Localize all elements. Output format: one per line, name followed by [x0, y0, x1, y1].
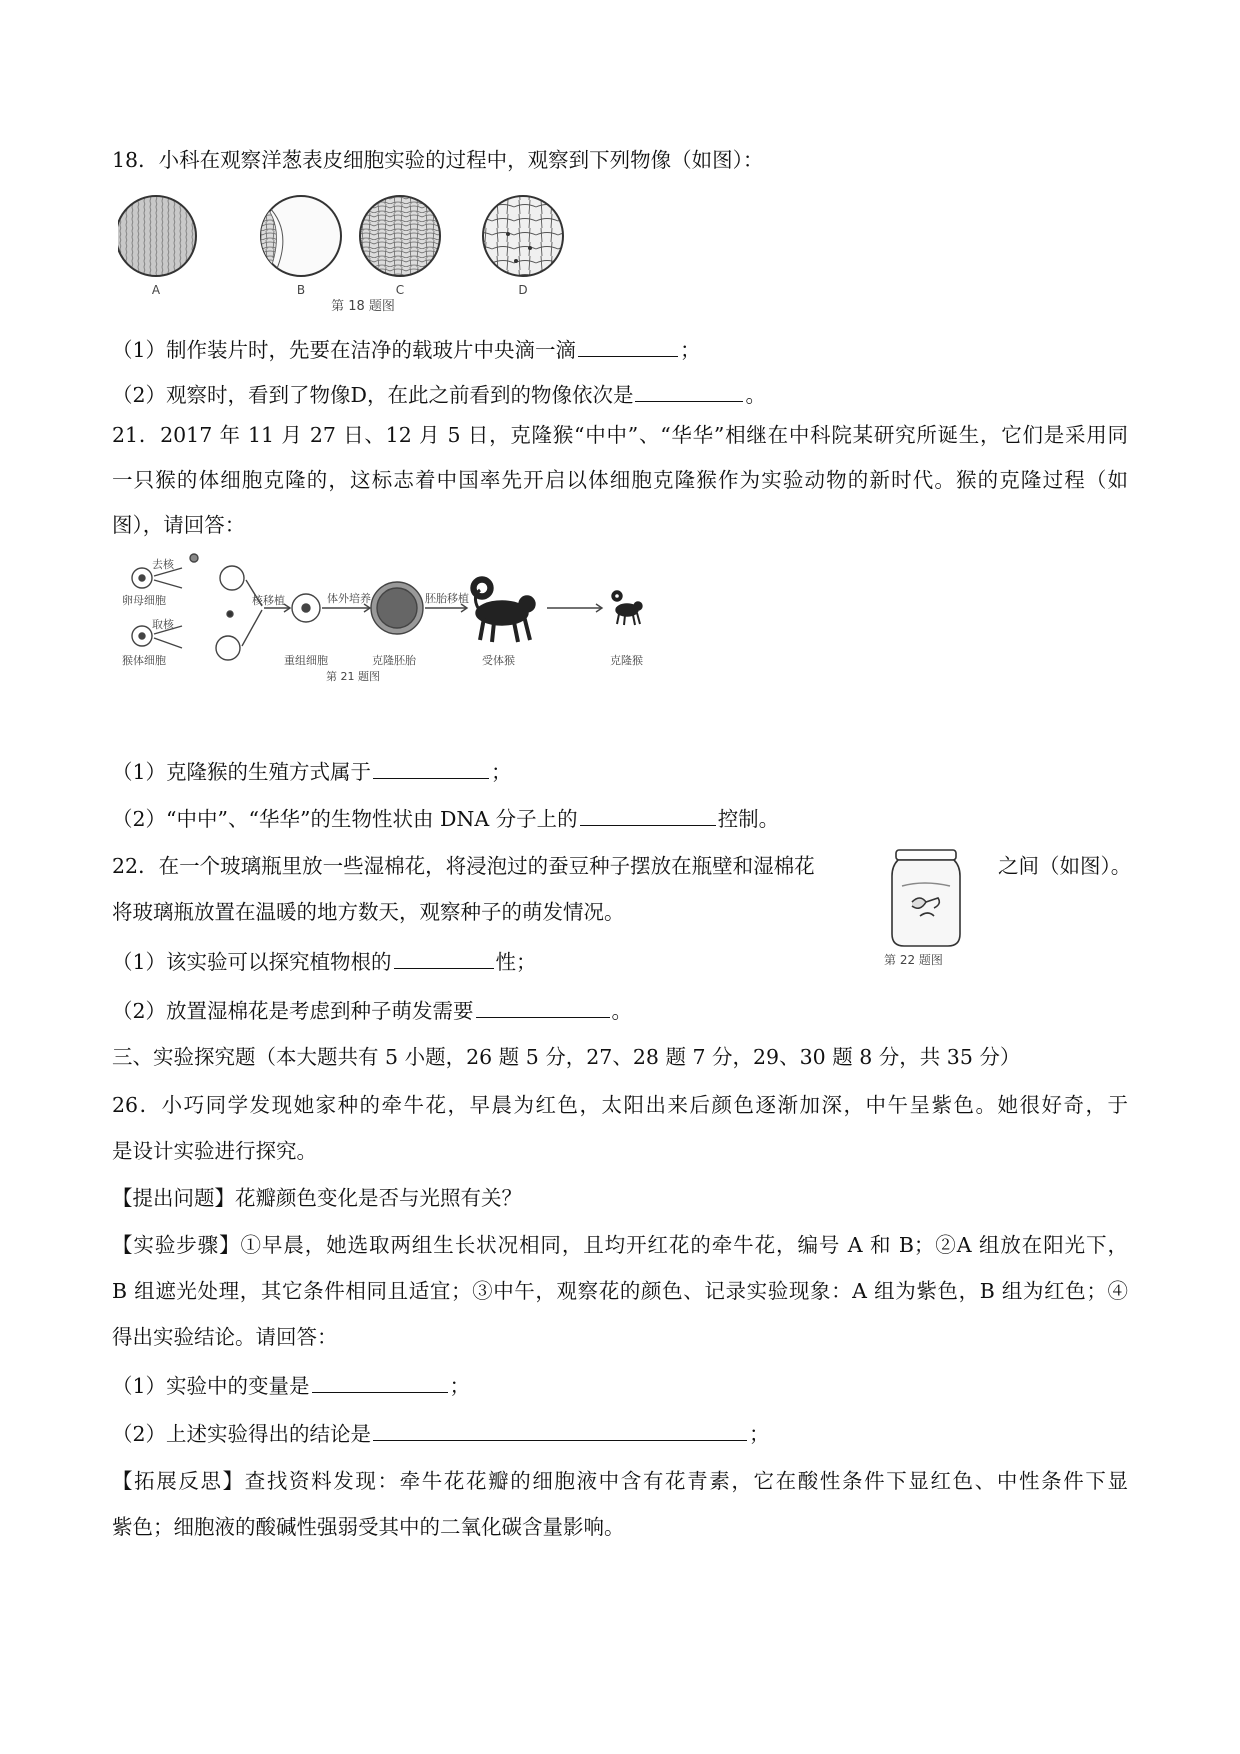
- figure-label-a: A: [151, 283, 161, 297]
- answer-blank[interactable]: [312, 1370, 448, 1393]
- label-embryo-transfer: 胚胎移植: [425, 592, 469, 605]
- answer-blank[interactable]: [394, 946, 494, 969]
- q26-steps-line1: 【实验步骤】①早晨，她选取两组生长状况相同，且均开红花的牵牛花，编号 A 和 B；②A 组放在阳光下，: [112, 1233, 1128, 1257]
- q21-sub2: （2）“中中”、“华华”的生物性状由 DNA 分子上的 控制。: [112, 803, 1128, 834]
- q21-stem-line3: 图），请回答：: [112, 513, 246, 537]
- label-nuclear-transfer: 核移植: [252, 594, 285, 607]
- answer-blank[interactable]: [578, 334, 678, 357]
- label-egg-cell: 卵母细胞: [122, 594, 166, 607]
- q21-sub1: （1）克隆猴的生殖方式属于 ；: [112, 756, 1128, 787]
- figure-caption: 第 21 题图: [326, 670, 380, 683]
- answer-blank[interactable]: [373, 756, 489, 779]
- q22-stem-line2: 将玻璃瓶放置在温暖的地方数天，观察种子的萌发情况。: [112, 900, 625, 924]
- q21-stem-line2: 一只猴的体细胞克隆的，这标志着中国率先开启以体细胞克隆猴作为实验动物的新时代。猴的克隆过程（如: [112, 468, 1128, 492]
- q21-figure: [122, 548, 662, 708]
- figure-label-b: B: [296, 283, 306, 297]
- q18-figure: [118, 186, 578, 316]
- figure-label-c: C: [395, 283, 405, 297]
- q22-sub2: （2）放置湿棉花是考虑到种子萌发需要 。: [112, 995, 1128, 1026]
- label-recipient-monkey: 受体猴: [482, 654, 515, 667]
- q26-sub2: （2）上述实验得出的结论是 ；: [112, 1418, 1128, 1449]
- q26-stem-line2: 是设计实验进行探究。: [112, 1139, 317, 1163]
- q18-stem: 18．小科在观察洋葱表皮细胞实验的过程中，观察到下列物像（如图）：: [112, 148, 764, 172]
- section-3-heading: 三、实验探究题（本大题共有 5 小题，26 题 5 分，27、28 题 7 分，29、30 题 8 分，共 35 分）: [112, 1045, 1021, 1069]
- label-take-nucleus: 取核: [152, 618, 174, 631]
- figure-a-circle: [118, 196, 196, 276]
- q18-sub1: （1）制作装片时，先要在洁净的载玻片中央滴一滴 ；: [112, 334, 1128, 365]
- label-cloned-embryo: 克隆胚胎: [372, 654, 416, 667]
- figure-c-circle: [360, 196, 440, 276]
- answer-blank[interactable]: [635, 379, 743, 402]
- figure-label-d: D: [518, 283, 528, 297]
- label-in-vitro-culture: 体外培养: [327, 592, 371, 605]
- q26-reflect-line2: 紫色；细胞液的酸碱性强弱受其中的二氧化碳含量影响。: [112, 1515, 625, 1539]
- label-recombined-cell: 重组细胞: [284, 654, 328, 667]
- answer-blank[interactable]: [476, 995, 610, 1018]
- answer-blank[interactable]: [580, 803, 716, 826]
- q26-sub1: （1）实验中的变量是 ；: [112, 1370, 1128, 1401]
- figure-caption: 第 18 题图: [331, 299, 395, 314]
- q26-question: 【提出问题】花瓣颜色变化是否与光照有关？: [112, 1186, 522, 1210]
- q21-stem-line1: 21．2017 年 11 月 27 日、12 月 5 日，克隆猴“中中”、“华华”相继在中科院某研究所诞生，它们是采用同: [112, 423, 1128, 447]
- q22-sub1: （1）该实验可以探究植物根的 性；: [112, 946, 1128, 977]
- figure-d-circle: [483, 196, 563, 276]
- label-remove-nucleus: 去核: [152, 558, 174, 571]
- label-somatic-cell: 猴体细胞: [122, 654, 166, 667]
- q26-reflect-line1: 【拓展反思】查找资料发现：牵牛花花瓣的细胞液中含有花青素，它在酸性条件下显红色、中性条件下显: [112, 1469, 1128, 1493]
- label-cloned-monkey: 克隆猴: [610, 654, 643, 667]
- q26-stem-line1: 26．小巧同学发现她家种的牵牛花，早晨为红色，太阳出来后颜色逐渐加深，中午呈紫色。她很好奇，于: [112, 1093, 1128, 1117]
- q22-stem-line1: 22．在一个玻璃瓶里放一些湿棉花，将浸泡过的蚕豆种子摆放在瓶壁和湿棉花 之间（如图）。: [112, 854, 1132, 878]
- figure-b-circle: [261, 196, 341, 276]
- answer-blank[interactable]: [373, 1418, 747, 1441]
- q26-steps-line2: B 组遮光处理，其它条件相同且适宜；③中午，观察花的颜色、记录实验现象：A 组为紫色，B 组为红色；④: [112, 1279, 1128, 1303]
- q26-steps-line3: 得出实验结论。请回答：: [112, 1325, 338, 1349]
- jar-caption: 第 22 题图: [884, 953, 943, 967]
- q18-sub2: （2）观察时，看到了物像D，在此之前看到的物像依次是 。: [112, 379, 1128, 410]
